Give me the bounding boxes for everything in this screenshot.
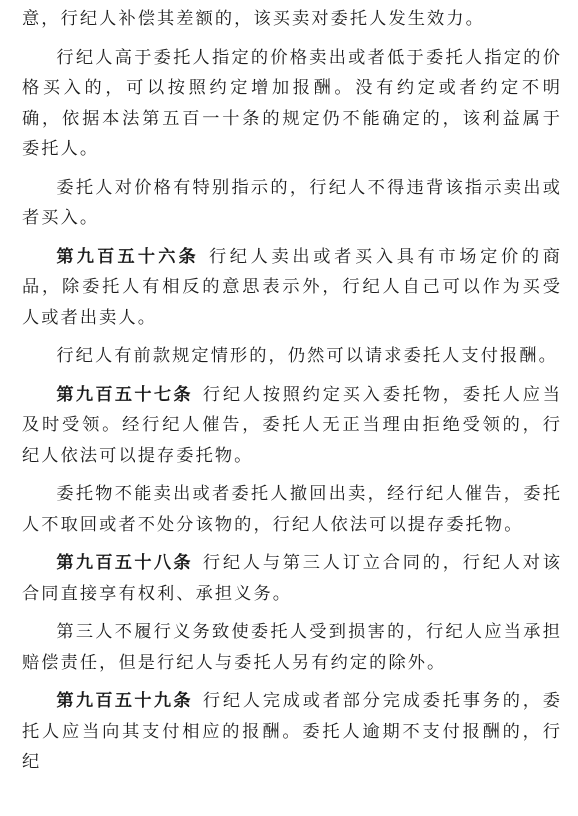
paragraph <box>22 173 562 234</box>
paragraph-text: 行纪人与第三人订立合同的，行纪人对该合同直接享有权利、承担义务。 <box>22 553 562 604</box>
paragraph-text: 行纪人按照约定买入委托物，委托人应当及时受领。经行纪人催告，委托人无正当理由拒绝受领的，行纪人依法可以提存委托物。 <box>22 384 562 466</box>
paragraph-text: 行纪人卖出或者买入具有市场定价的商品，除委托人有相反的意思表示外，行纪人自己可以作为买受人或者出卖人。 <box>22 246 563 328</box>
paragraph-text: 第三人不履行义务致使委托人受到损害的，行纪人应当承担赔偿责任，但是行纪人与委托人另有约定的除外。 <box>22 622 562 673</box>
paragraph <box>22 4 562 35</box>
paragraph-text: 行纪人完成或者部分完成委托事务的，委托人应当向其支付相应的报酬。委托人逾期不支付报酬的，行纪 <box>22 691 562 772</box>
paragraph-text: 委托人对价格有特别指示的，行纪人不得违背该指示卖出或者买入。 <box>22 177 562 228</box>
article-paragraph <box>22 242 562 334</box>
paragraph <box>22 341 562 372</box>
paragraph <box>22 43 562 165</box>
article-number: 第九百五十九条 <box>56 691 193 711</box>
article-number: 第九百五十八条 <box>56 553 193 573</box>
article-number: 第九百五十七条 <box>56 384 193 405</box>
paragraph-text: 行纪人高于委托人指定的价格卖出或者低于委托人指定的价格买入的，可以按照约定增加报酬。没有约定或者约定不明确，依据本法第五百一十条的规定仍不能确定的，该利益属于委托人。 <box>22 47 562 159</box>
paragraph <box>22 617 562 678</box>
paragraph-text: 意，行纪人补偿其差额的，该买卖对委托人发生效力。 <box>22 9 485 29</box>
article-paragraph <box>22 686 562 778</box>
paragraph-text: 行纪人有前款规定情形的，仍然可以请求委托人支付报酬。 <box>56 346 558 366</box>
article-number: 第九百五十六条 <box>56 246 199 267</box>
article-paragraph <box>22 380 562 472</box>
paragraph <box>22 479 562 540</box>
article-paragraph <box>22 548 562 609</box>
paragraph-text: 委托物不能卖出或者委托人撤回出卖，经行纪人催告，委托人不取回或者不处分该物的，行纪人依法可以提存委托物。 <box>22 484 562 535</box>
